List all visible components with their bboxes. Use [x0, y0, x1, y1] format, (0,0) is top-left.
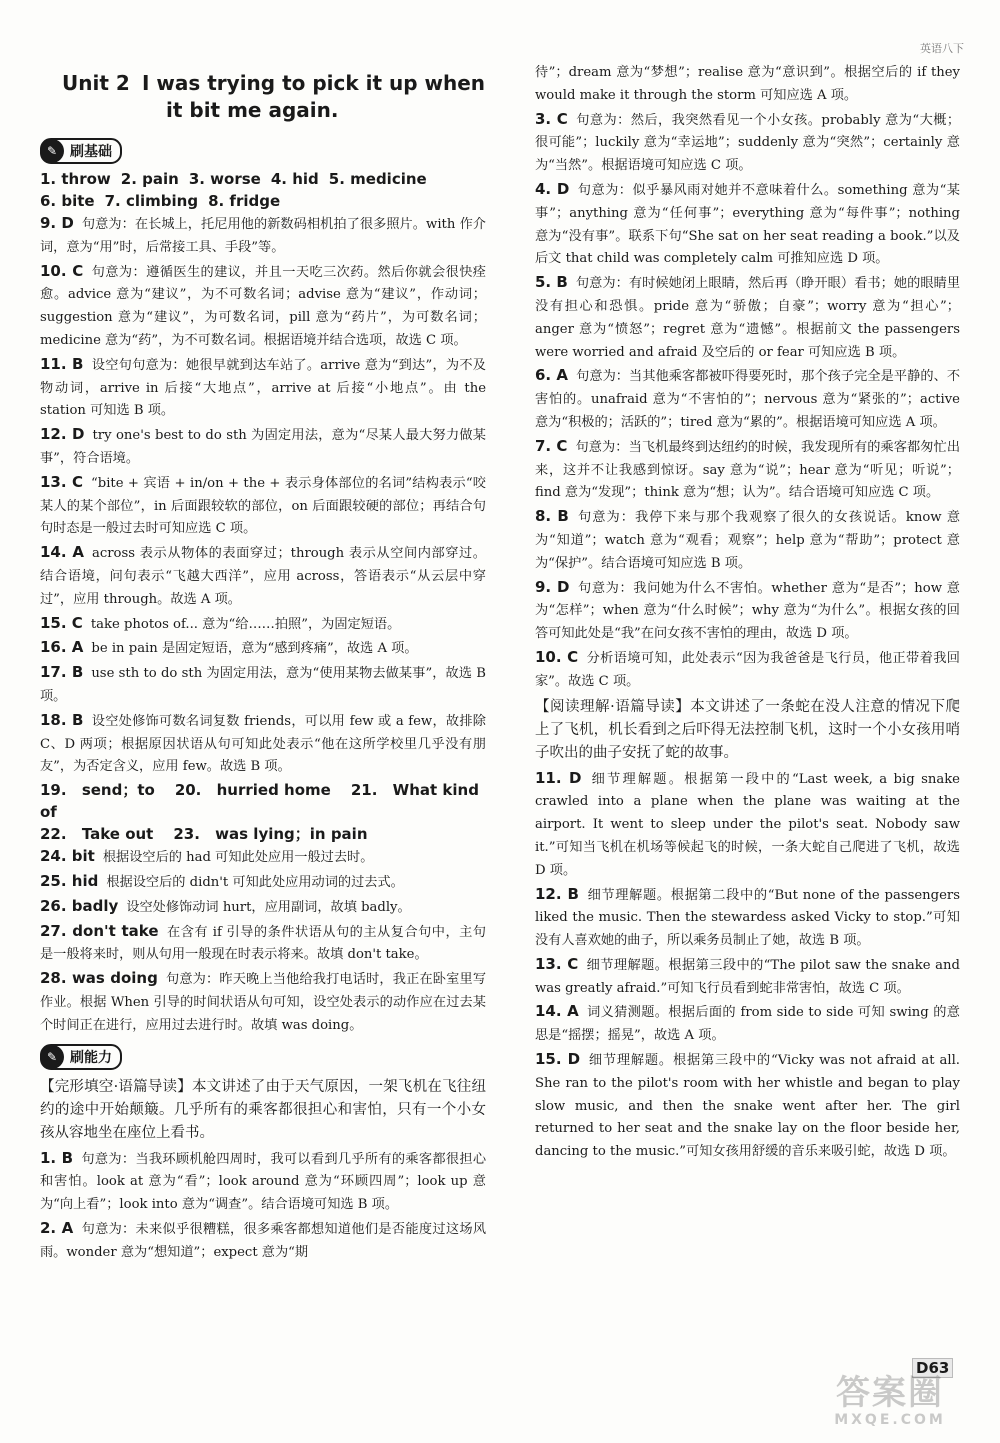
unit-title-line1: I was trying to pick it up when: [142, 71, 486, 95]
item-text: 句意为：未来似乎很糟糕，很多乘客都想知道他们是否能度过这场风雨。wonder 意为“想知道”；expect 意为“期: [40, 1221, 487, 1260]
answer: 8. fridge: [208, 192, 281, 210]
list-item: [40, 353, 486, 423]
fill-text: hurried home: [216, 781, 331, 800]
item-number: 28. was doing: [40, 969, 158, 988]
pencil-icon: ✎: [40, 1045, 64, 1069]
item-number: 10. C: [535, 647, 579, 666]
list-item: [535, 883, 960, 953]
page-number: D63: [912, 1358, 953, 1378]
item-number: 25. hid: [40, 871, 99, 890]
fill-answer: [40, 781, 165, 799]
fill-number: 21.: [350, 781, 378, 800]
unit-label: Unit 2: [62, 71, 130, 95]
item-number: 9. D: [535, 577, 570, 596]
list-item: [40, 541, 486, 611]
list-item: [40, 1217, 486, 1265]
item-number: 16. A: [40, 638, 84, 657]
ability-badge-label: 刷能力: [70, 1049, 112, 1066]
item-text: 设空句句意为：她很早就到达车站了。arrive 意为“到达”，为不及物动词，arrive in 后接“大地点”，arrive at 后接“小地点”。由 the station 可知选 B 项。: [40, 357, 486, 419]
ability-items: [40, 1147, 486, 1265]
answer: 7. climbing: [104, 192, 199, 210]
list-item: [535, 178, 960, 271]
list-item: [535, 646, 960, 694]
item-number: 8. B: [535, 507, 569, 526]
fill-answer: [173, 825, 377, 843]
item-number: 6. A: [535, 366, 569, 385]
list-item: [535, 1048, 960, 1164]
item-number: 13. C: [40, 472, 84, 491]
item-number: 3. C: [535, 109, 568, 128]
item-text: 根据设空后的 didn't 可知此处应用动词的过去式。: [106, 874, 404, 890]
right-column: [535, 62, 960, 1164]
list-item: [40, 870, 486, 895]
list-item: [40, 967, 486, 1037]
unit-title-line2: it bit me again.: [166, 98, 339, 122]
list-item: [535, 1000, 960, 1048]
fill-number: 19.: [40, 781, 67, 800]
right-items-2: [535, 767, 960, 1165]
answer: 2. pain: [120, 170, 179, 188]
list-item: [535, 576, 960, 646]
list-item: [40, 212, 486, 260]
right-items: [535, 62, 960, 694]
item-text: take photos of... 意为“给……拍照”，为固定短语。: [90, 616, 401, 632]
item-text: 细节理解题。根据第三段中的“The pilot saw the snake and was greatly afraid.”可知飞行员看到蛇非常害怕，故选 C 项。: [535, 957, 960, 996]
item-number: 12. D: [40, 425, 85, 444]
list-item: [40, 423, 486, 471]
item-text: 根据设空后的 had 可知此处应用一般过去时。: [102, 850, 374, 866]
item-text: 句意为：当我环顾机舱四周时，我可以看到几乎所有的乘客都很担心和害怕。look at 意为“看”；look around 意为“环顾四周”；look up 意为“向上看”；look into 意为“调查”。结合语境可知选 B 项。: [40, 1151, 487, 1213]
list-item: [40, 260, 486, 353]
item-number: 14. A: [40, 543, 84, 562]
item-number: 14. A: [535, 1002, 579, 1021]
answer: 6. bite: [40, 192, 95, 210]
item-text: 句意为：昨天晚上当他给我打电话时，我正在卧室里写作业。根据 When 引导的时间状语从句可知，设空处表示的动作应在过去某个时间正在进行，应用过去进行时。故填 was doing。: [40, 972, 487, 1033]
item-text: 待”；dream 意为“梦想”；realise 意为“意识到”。根据空后的 if they would make it through the storm 可知应选 A 项。: [535, 65, 960, 103]
item-text: 设空处修饰可数名词复数 friends，可以用 few 或 a few，故排除 C、D 两项；根据原因状语从句可知此处表示“他在这所学校里几乎没有朋友”，为否定含义，应用 few。故选 B 项。: [40, 713, 486, 775]
fill-number: 20.: [174, 781, 202, 800]
list-item: [40, 845, 486, 870]
item-number: 27. don't take: [40, 921, 159, 940]
item-number: 7. C: [535, 436, 568, 455]
fill-text: was lying；in pain: [215, 825, 368, 844]
basic-items: [40, 212, 486, 779]
watermark-cn: 答案圈: [836, 1373, 944, 1413]
item-number: 15. C: [40, 613, 83, 632]
item-number: 2. A: [40, 1218, 74, 1237]
fill-number: 23.: [173, 825, 200, 844]
list-item: [535, 364, 960, 434]
item-number: 17. B: [40, 663, 84, 682]
list-item: [40, 471, 486, 541]
list-item: [535, 108, 960, 178]
basic-badge: [40, 138, 122, 164]
answers-line-2: [40, 190, 486, 212]
item-number: 12. B: [535, 884, 579, 903]
item-text: be in pain 是固定短语，意为“感到疼痛”，故选 A 项。: [91, 641, 418, 657]
list-item: [40, 920, 486, 968]
answer: 5. medicine: [328, 170, 427, 188]
item-number: 24. bit: [40, 847, 95, 866]
list-item: [535, 767, 960, 883]
item-text: use sth to do sth 为固定用法，意为“使用某物去做某事”，故选 B 项。: [40, 666, 486, 704]
item-text: 分析语境可知，此处表示“因为我爸爸是飞行员，他正带着我回家”。故选 C 项。: [535, 650, 960, 689]
cloze-guide: 【完形填空·语篇导读】本文讲述了由于天气原因，一架飞机在飞往纽约的途中开始颠簸。几乎所有的乘客都很担心和害怕，只有一个小女孩从容地坐在座位上看书。: [40, 1078, 486, 1141]
item-text: 细节理解题。根据第二段中的“But none of the passengers liked the music. Then the stewardess asked Vicky to stop.”可知没有人喜欢她的曲子，所以乘务员制止了她，故选 B 项。: [535, 887, 960, 949]
list-item: [40, 895, 486, 920]
item-text: 句意为：在长城上，托尼用他的新数码相机拍了很多照片。with 作介词，意为“用”时，后常接工具、手段”等。: [40, 217, 486, 255]
fill-answer: [40, 825, 163, 843]
fill-text: What kind of: [40, 781, 479, 822]
list-item: [40, 709, 486, 779]
list-item: [535, 271, 960, 364]
basic-items-2: [40, 845, 486, 1037]
item-text: 句意为：当飞机最终到达纽约的时候，我发现所有的乘客都匆忙出来，这并不让我感到惊讶。say 意为“说”；hear 意为“听见；听说”；find 意为“发现”；think 意为“想；认为”。结合语境可知应选 C 项。: [535, 439, 961, 501]
list-item: [535, 435, 960, 505]
item-number: 9. D: [40, 214, 74, 232]
item-text: 设空处修饰动词 hurt，应用副词，故填 badly。: [126, 899, 411, 915]
fill-text: send；to: [81, 781, 155, 800]
watermark-url: MXQE.COM: [834, 1412, 946, 1428]
item-number: 5. B: [535, 273, 568, 292]
answer: 4. hid: [270, 170, 319, 188]
item-text: across 表示从物体的表面穿过；through 表示从空间内部穿过。结合语境，问句表示“飞越大西洋”，应用 across，答语表示“从云层中穿过”，应用 through。故选 A 项。: [40, 546, 486, 607]
item-text: 细节理解题。根据第一段中的“Last week, a big snake crawled into a plane when the plane was waiting at the airport. It went to sleep under the pilot's seat. Nobody saw it.”可知当飞机在机场等候起飞的时候，一条大蛇自己爬进了飞机，故选 D 项。: [535, 771, 960, 878]
item-text: 句意为：遵循医生的建议，并且一天吃三次药。然后你就会很快痊愈。advice 意为“建议”，为不可数名词；advise 意为“建议”，作动词；suggestion 意为“建议”，为可数名词，pill 意为“药片”，为可数名词；medicine 意为“药”，为不可数名词。根据语境并结合选项，故选 C 项。: [40, 264, 486, 348]
list-item: [40, 661, 486, 709]
item-text: 句意为：当其他乘客都被吓得要死时，那个孩子完全是平静的、不害怕的。unafraid 意为“不害怕的”；nervous 意为“紧张的”；active 意为“积极的；活跃的”；tired 意为“累的”。根据语境可知应选 A 项。: [535, 369, 961, 430]
item-number: 4. D: [535, 179, 570, 198]
unit-title: [62, 70, 486, 124]
item-text: “bite + 宾语 + in/on + the + 表示身体部位的名词”结构表示“咬某人的某个部位”，in 后面跟较软的部位，on 后面跟较硬的部位；再结合句句时态是一般过去时可知应选 C 项。: [40, 475, 486, 537]
answer: 3. worse: [188, 170, 261, 188]
reading-guide: 【阅读理解·语篇导读】本文讲述了一条蛇在没人注意的情况下爬上了飞机，机长看到之后吓得无法控制飞机，这时一个小女孩用哨子吹出的曲子安抚了蛇的故事。: [535, 698, 960, 761]
basic-badge-label: 刷基础: [70, 144, 112, 160]
answer: 1. throw: [40, 170, 111, 188]
list-item: [40, 612, 486, 637]
item-text: 句意为：然后，我突然看见一个小女孩。probably 意为“大概；很可能”；luckily 意为“幸运地”；suddenly 意为“突然”；certainly 意为“当然”。根据语境可知应选 C 项。: [535, 112, 961, 174]
fill-number: 22.: [40, 825, 67, 844]
fill-answer: [175, 781, 341, 799]
list-item: [535, 505, 960, 575]
watermark-logo: [800, 1370, 980, 1432]
list-item: [535, 62, 960, 108]
list-item: [535, 953, 960, 1001]
item-number: 13. C: [535, 954, 579, 973]
item-text: 词义猜测题。根据后面的 from side to side 可知 swing 的意思是“摇摆；摇晃”，故选 A 项。: [535, 1005, 960, 1044]
ability-badge: [40, 1044, 122, 1070]
item-number: 11. D: [535, 768, 582, 787]
item-number: 15. D: [535, 1050, 581, 1069]
item-text: 句意为：我停下来与那个我观察了很久的女孩说话。know 意为“知道”；watch 意为“观看；观察”；help 意为“帮助”；protect 意为“保护”。结合语境可知应选 B 项。: [535, 510, 961, 571]
item-text: 句意为：我问她为什么不害怕。whether 意为“是否”；how 意为“怎样”；when 意为“什么时候”；why 意为“为什么”。根据女孩的回答可知此处是“我”在问女孩不害怕的理由，故选 D 项。: [535, 580, 960, 642]
item-text: 句意为：有时候她闭上眼睛，然后再（睁开眼）看书；她的眼睛里没有担心和恐惧。pride 意为“骄傲；自豪”；worry 意为“担心”；anger 意为“愤怒”；regret 意为“遗憾”。根据前文 the passengers were worried and afraid 及空后的 or fear 可知应选 B 项。: [535, 276, 961, 360]
item-text: 细节理解题。根据第三段中的“Vicky was not afraid at all. She ran to the pilot's room with her whistle and began to play slow music, and then the snake went after her. The girl returned to her seat and the snake lay on the floor beside her, dancing to the music.”可知女孩用舒缓的音乐来吸引蛇，故选 D 项。: [535, 1053, 960, 1160]
pencil-icon: ✎: [40, 139, 64, 163]
item-number: 11. B: [40, 354, 84, 373]
list-item: [40, 1147, 486, 1217]
corner-header: 英语八下: [920, 42, 964, 55]
item-number: 26. badly: [40, 896, 119, 915]
fill-answers-line-1: [40, 779, 486, 823]
item-text: 在含有 if 引导的条件状语从句的主从复合句中，主句是一般将来时，则从句用一般现在时表示将来。故填 don't take。: [40, 924, 486, 963]
item-number: 10. C: [40, 261, 84, 280]
list-item: [40, 636, 486, 661]
left-column: [40, 62, 486, 1264]
answers-line-1: [40, 168, 486, 190]
item-number: 18. B: [40, 710, 84, 729]
item-number: 1. B: [40, 1148, 74, 1167]
item-text: try one's best to do sth 为固定用法，意为“尽某人最大努力做某事”，符合语境。: [40, 428, 486, 466]
item-text: 句意为：似乎暴风雨对她并不意味着什么。something 意为“某事”；anything 意为“任何事”；everything 意为“每件事”；nothing 意为“没有事”。联系下句“She sat on her seat reading a book.”以及后文 that child was completely calm 可推知应选 D 项。: [535, 182, 960, 267]
fill-answers-line-2: [40, 823, 486, 845]
fill-text: Take out: [81, 825, 154, 844]
